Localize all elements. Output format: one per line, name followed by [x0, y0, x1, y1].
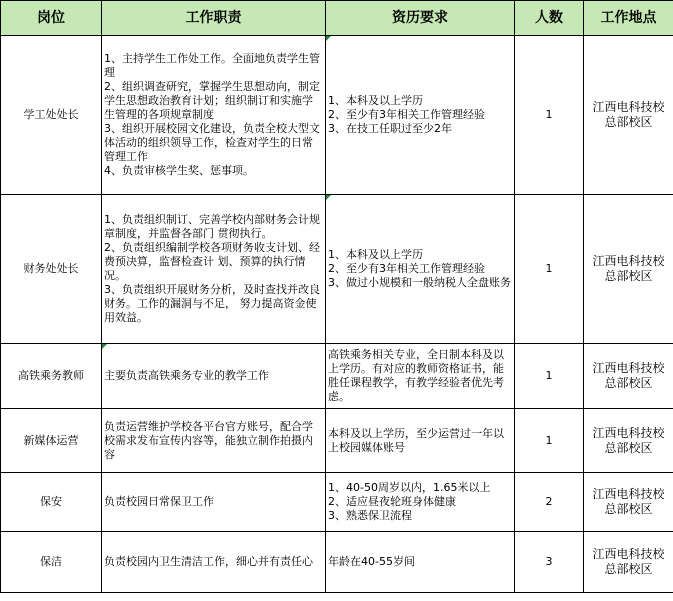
requirements-cell — [326, 409, 515, 473]
duty-line: 负责校园内卫生清洁工作，细心并有责任心 — [104, 555, 313, 568]
duty-line: 4、负责审核学生奖、惩事项。 — [104, 164, 254, 177]
requirement-line: 2、适应昼夜轮班身体健康 — [328, 495, 456, 508]
position-cell: 新媒体运营 — [1, 409, 102, 473]
duties-cell — [102, 532, 326, 593]
location-cell — [584, 409, 673, 473]
count-cell: 3 — [515, 532, 584, 593]
location-line: 总部校区 — [604, 440, 653, 455]
requirement-line: 2、至少有3年相关工作管理经验 — [328, 108, 485, 121]
location-line: 江西电科技校 — [592, 254, 665, 268]
location-cell — [584, 473, 673, 532]
location-line: 总部校区 — [604, 376, 653, 390]
count-cell: 1 — [515, 195, 584, 344]
header-requirements: 资历要求 — [326, 1, 515, 36]
requirements-cell — [326, 195, 515, 344]
duties-cell — [102, 344, 326, 409]
duties-cell — [102, 473, 326, 532]
duties-cell — [102, 195, 326, 344]
duties-cell — [102, 36, 326, 195]
duty-line: 负责校园日常保卫工作 — [104, 495, 214, 508]
duty-line: 2、组织调查研究，掌握学生思想动向，制定学生思想政治教育计划；组织制订和实施学生管理的各项规章制度 — [104, 80, 320, 121]
location-line: 总部校区 — [604, 115, 653, 129]
duty-line: 1、主持学生工作处工作。全面地负责学生管理 — [104, 52, 320, 79]
position-cell: 财务处处长 — [1, 195, 102, 344]
count-cell: 1 — [515, 36, 584, 195]
requirements-cell — [326, 36, 515, 195]
table-row — [1, 36, 673, 195]
location-cell — [584, 195, 673, 344]
location-line: 江西电科技校 — [592, 487, 665, 501]
requirement-line: 3、做过小规模和一般纳税人全盘账务 — [328, 276, 511, 289]
count-cell: 1 — [515, 409, 584, 473]
header-location: 工作地点 — [584, 1, 673, 36]
location-line: 总部校区 — [604, 269, 653, 283]
header-count: 人数 — [515, 1, 584, 36]
position-cell: 保洁 — [1, 532, 102, 593]
location-cell — [584, 532, 673, 593]
header-row — [1, 1, 673, 36]
duty-line: 主要负责高铁乘务专业的教学工作 — [104, 369, 269, 382]
location-line: 江西电科技校 — [592, 361, 665, 375]
requirement-line: 本科及以上学历，至少运营过一年以上校园媒体账号 — [328, 426, 504, 454]
requirements-cell — [326, 473, 515, 532]
table-row — [1, 532, 673, 593]
requirement-line: 1、本科及以上学历 — [328, 248, 423, 261]
requirement-line: 3、熟悉保卫流程 — [328, 509, 412, 522]
duty-line: 1、负责组织制订、完善学校内部财务会计规章制度，并监督各部门 贯彻执行。 — [104, 213, 320, 240]
requirement-line: 高铁乘务相关专业，全日制本科及以上学历。有对应的教师资格证书，能胜任课程教学，有教学经验者优先考虑。 — [328, 348, 504, 403]
table-row — [1, 473, 673, 532]
table-row — [1, 344, 673, 409]
table-row — [1, 195, 673, 344]
requirements-cell — [326, 532, 515, 593]
requirements-cell — [326, 344, 515, 409]
requirement-line: 年龄在40-55岁间 — [328, 555, 415, 568]
location-cell — [584, 344, 673, 409]
duty-line: 3、组织开展校园文化建设，负责全校大型文体活动的组织领导工作，检查对学生的日常管理工作 — [104, 122, 320, 163]
duty-line: 负责运营维护学校各平台官方账号，配合学校需求发布宣传内容等，能独立制作拍摄内容 — [104, 419, 313, 461]
location-line: 总部校区 — [604, 502, 653, 516]
duty-line: 3、负责组织开展财务分析，及时查找并改良财务。工作的漏洞与不足， 努力提高资金使用效益。 — [104, 283, 320, 324]
location-line: 总部校区 — [604, 562, 653, 576]
header-duties: 工作职责 — [102, 1, 326, 36]
position-cell: 高铁乘务教师 — [1, 344, 102, 409]
position-cell: 保安 — [1, 473, 102, 532]
header-position: 岗位 — [1, 1, 102, 36]
duties-cell — [102, 409, 326, 473]
requirement-line: 1、40-50周岁以内，1.65米以上 — [328, 481, 491, 494]
position-cell: 学工处处长 — [1, 36, 102, 195]
location-line: 江西电科技校 — [592, 100, 665, 114]
duty-line: 2、负责组织编制学校各项财务收支计划、经费预决算，监督检查计 划、预算的执行情况。 — [104, 241, 320, 282]
count-cell: 1 — [515, 344, 584, 409]
requirement-line: 3、在技工任职过至少2年 — [328, 122, 452, 135]
location-line: 江西电科技校 — [592, 547, 665, 561]
location-cell — [584, 36, 673, 195]
requirement-line: 1、本科及以上学历 — [328, 94, 423, 107]
location-line: 江西电科技校 — [592, 425, 665, 440]
table-row — [1, 409, 673, 473]
requirement-line: 2、至少有3年相关工作管理经验 — [328, 262, 485, 275]
count-cell: 2 — [515, 473, 584, 532]
